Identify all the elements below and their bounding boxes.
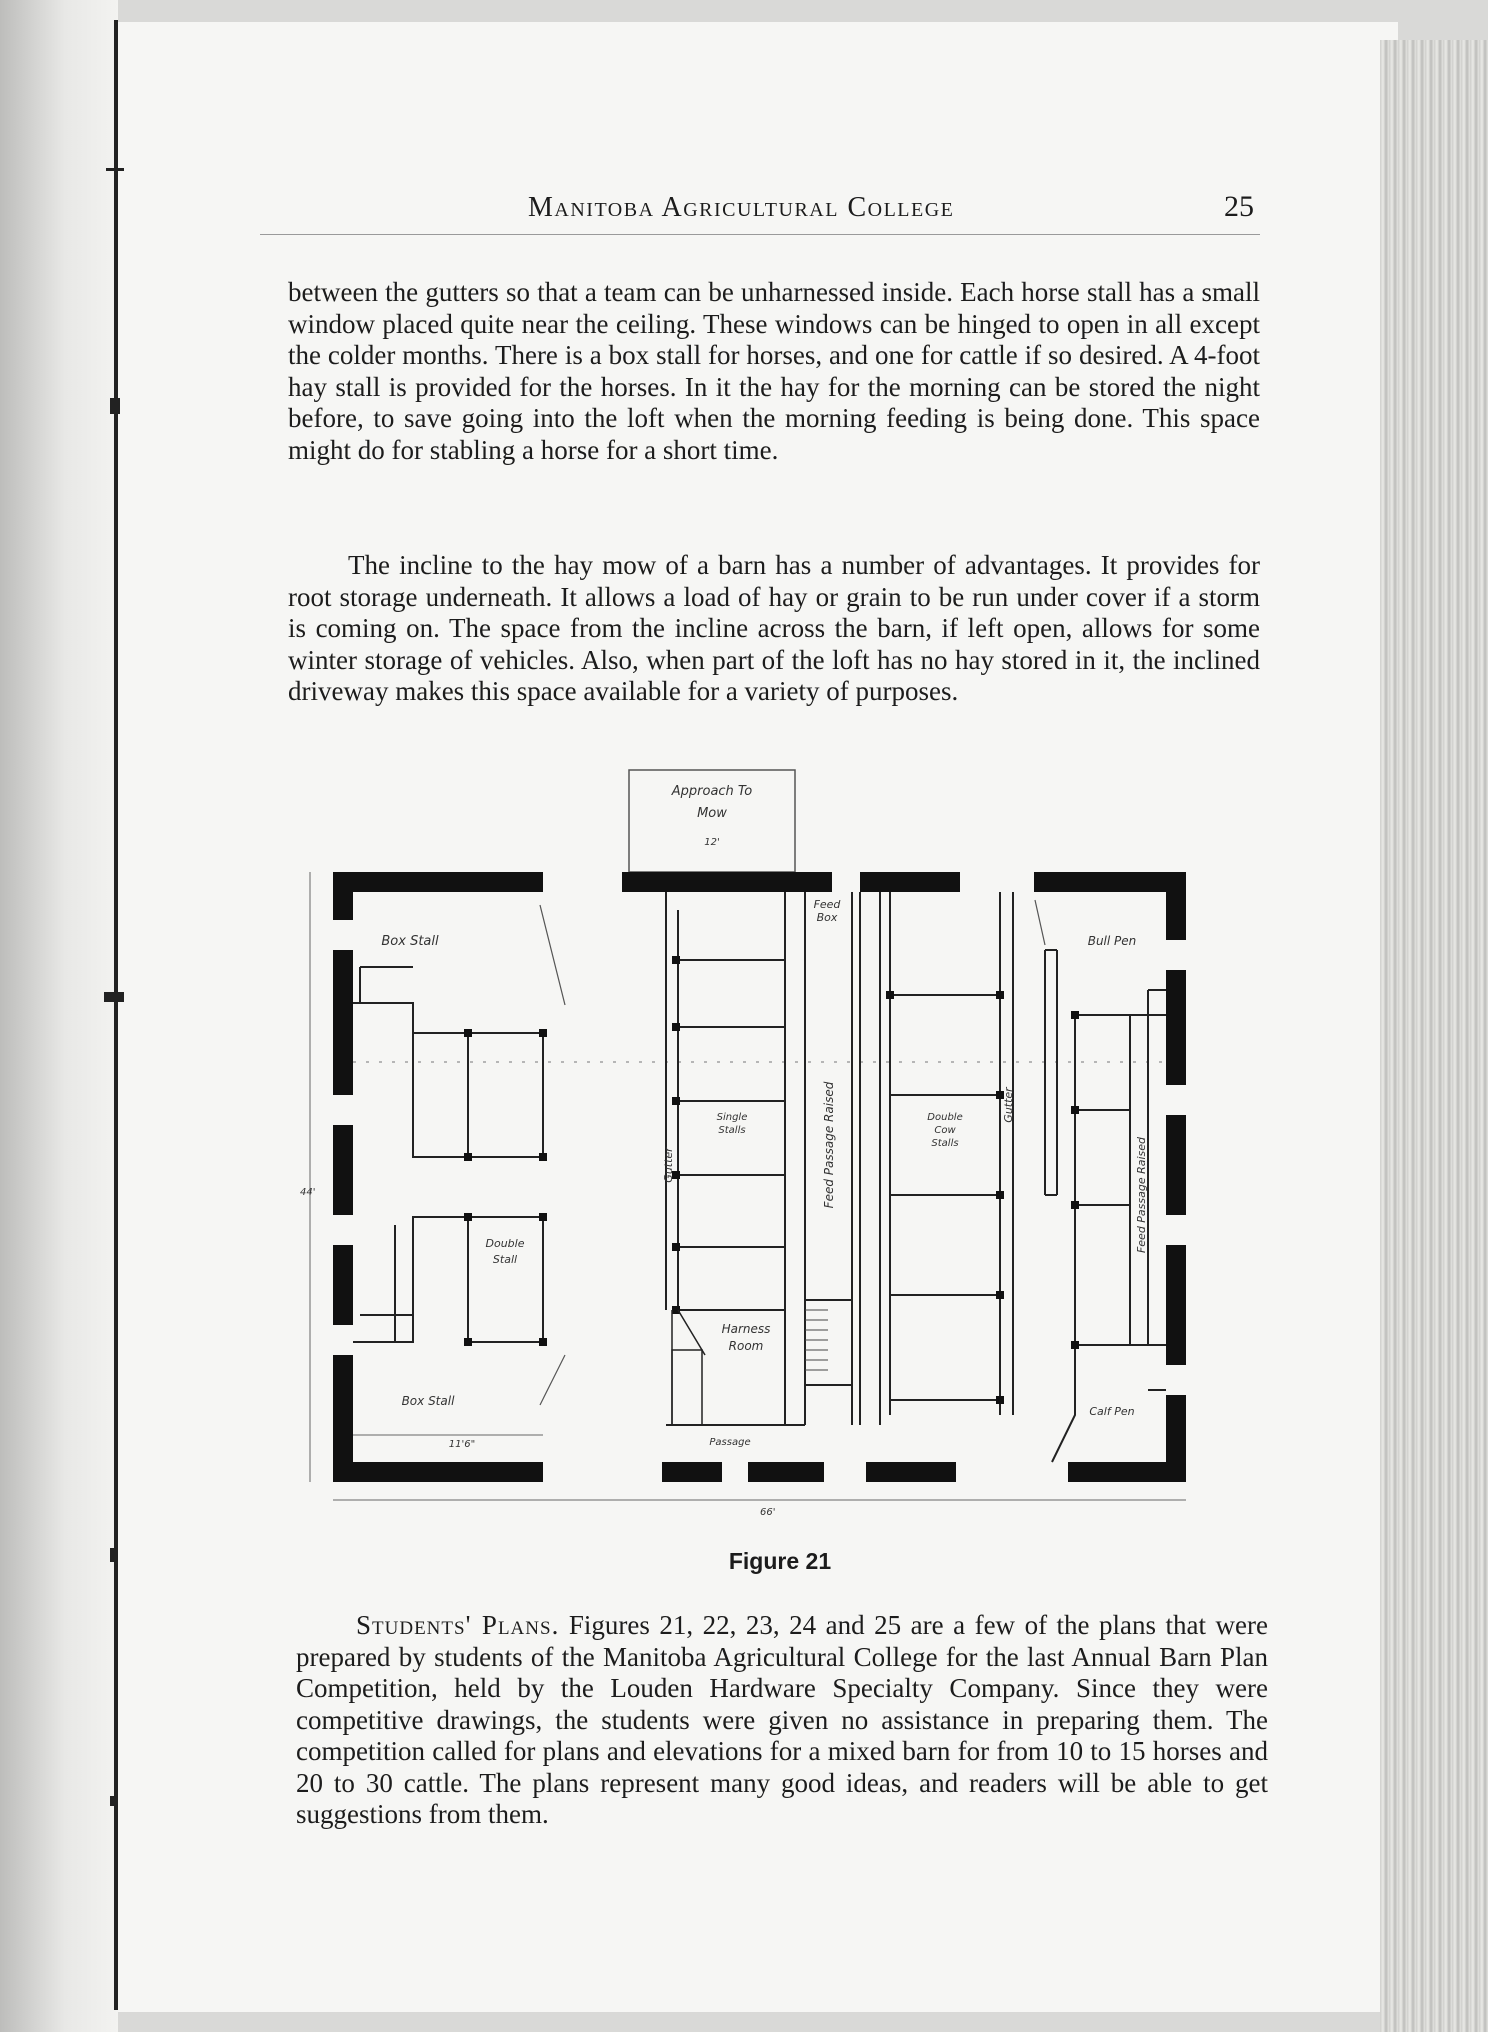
- edge-mark: [106, 168, 124, 171]
- door-swing: [540, 1355, 565, 1405]
- paragraph-text: Figures 21, 22, 23, 24 and 25 are a few of the plans that were prepared by students of the Manitoba Agricultural College for the last Annual Barn Plan Competition, held by the Louden Hardware Specialty Company. Since they were competitive drawings, the students were given no assistance in preparing them. The competition called for plans and elevations for a mixed barn for from 10 to 15 horses and 20 to 30 cattle. The plans represent many good ideas, and readers will be able to get suggestions from them.: [296, 1610, 1269, 1829]
- running-title: Manitoba Agricultural College: [528, 192, 955, 223]
- harness-room-label: Harness: [721, 1322, 771, 1336]
- calf-pen-label: Calf Pen: [1089, 1405, 1135, 1418]
- body-paragraph: [296, 1610, 1268, 1831]
- running-head: [260, 190, 1260, 235]
- box-stall-label: Box Stall: [381, 934, 439, 949]
- double-cow-label: Stalls: [931, 1138, 959, 1149]
- posts: [886, 991, 1004, 1404]
- feed-box-label: Feed: [813, 898, 841, 911]
- edge-mark: [104, 992, 124, 1002]
- outer-walls: [333, 872, 1186, 1482]
- double-stall-label: Double: [485, 1237, 525, 1250]
- passage-label: Passage: [709, 1437, 751, 1448]
- barn-floor-plan: [300, 765, 1260, 1525]
- approach-label: Approach To: [671, 784, 753, 799]
- posts: [464, 1029, 547, 1346]
- section-lead: Students' Plans.: [356, 1610, 560, 1640]
- approach-label: Mow: [697, 806, 727, 821]
- double-cow-stalls: [860, 892, 1013, 1425]
- left-page-edge: [0, 0, 118, 2032]
- harness-room-label: Room: [728, 1339, 764, 1353]
- approach-dim: 12': [704, 837, 720, 848]
- spine-line: [114, 20, 118, 2010]
- feed-passage-label: Feed Passage Raised: [822, 1081, 836, 1209]
- single-stalls-label: Single: [716, 1112, 748, 1123]
- floor-plan-drawing: [300, 765, 1260, 1525]
- door-swing: [540, 905, 565, 1005]
- dim-height: 44': [300, 1187, 316, 1198]
- page-number: 25: [1224, 190, 1254, 223]
- left-stalls: [353, 967, 543, 1342]
- box-stall-dim: 11'6": [448, 1439, 476, 1450]
- harness-room: [672, 1310, 705, 1425]
- edge-mark: [110, 1548, 118, 1562]
- double-cow-label: Cow: [934, 1125, 956, 1136]
- body-paragraph: The incline to the hay mow of a barn has a number of advantages. It provides for root storage underneath. It allows a load of hay or grain to be run under cover if a storm is coming on. The space from the incline across the barn, if left open, allows for some winter storage of vehicles. Also, when part of the loft has no hay stored in it, the inclined driveway makes this space available for a variety of purposes.: [288, 550, 1260, 706]
- figure-caption: Figure 21: [728, 1548, 832, 1574]
- stairs: [805, 1310, 828, 1370]
- double-cow-label: Double: [927, 1112, 963, 1123]
- edge-mark: [110, 398, 120, 414]
- feed-passage-label: Feed Passage Raised: [1135, 1136, 1148, 1254]
- body-paragraph: between the gutters so that a team can be unharnessed inside. Each horse stall has a small window placed quite near the ceiling. These windows can be hinged to open in all except the colder months. There is a box stall for horses, and one for cattle if so desired. A 4-foot hay stall is provided for the horses. In it the hay for the morning can be stored the night before, to save going into the loft when the morning feeding is being done. This space might do for stabling a horse for a short time.: [288, 277, 1260, 465]
- edge-mark: [110, 1796, 116, 1806]
- double-stall-label: Stall: [492, 1253, 518, 1266]
- dim-width: 66': [760, 1507, 776, 1518]
- bull-pen-label: Bull Pen: [1087, 934, 1137, 948]
- door-swing: [1035, 900, 1045, 945]
- feed-box-label: Box: [816, 911, 838, 924]
- page-stack-edge: [1380, 40, 1488, 2032]
- gutter-label: Gutter: [662, 1147, 675, 1183]
- gutter-label: Gutter: [1002, 1087, 1015, 1123]
- single-stalls-label: Stalls: [718, 1125, 746, 1136]
- box-stall-label: Box Stall: [401, 1394, 455, 1408]
